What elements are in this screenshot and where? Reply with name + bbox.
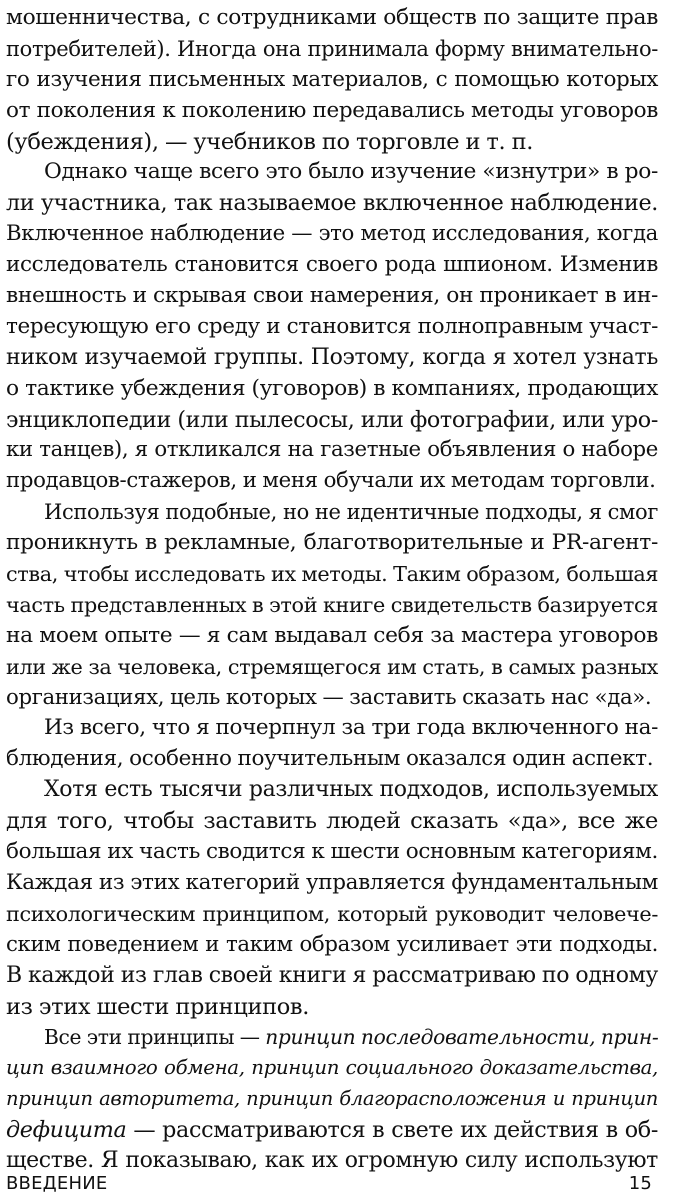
text-line: ником изучаемой группы. Поэтому, когда я хотел узнать	[6, 344, 658, 370]
italic-run: дефицита	[6, 1117, 127, 1144]
text-line: (убеждения), — учебников по торговле и т. п.	[6, 128, 534, 155]
italic-run: принцип последовательности, прин-	[265, 1025, 659, 1050]
text-line	[6, 1053, 658, 1084]
text-run: Все эти принципы —	[44, 1025, 266, 1050]
text-line: на моем опыте — я сам выдавал себя за мастера уговоров	[6, 622, 658, 648]
text-line: для того, чтобы заставить людей сказать «да», все же	[6, 808, 658, 835]
text-line: большая их часть сводится к шести основным категориям.	[6, 839, 658, 865]
text-line: В каждой из глав своей книги я рассматриваю по одному	[6, 962, 658, 988]
text-line: ли участника, так называемое включенное наблюдение.	[6, 190, 658, 217]
page-footer	[6, 1173, 652, 1194]
italic-run: принцип авторитета, принцип благорасположения и принцип	[6, 1087, 658, 1111]
text-line: тересующую его среду и становится полноправным участ-	[6, 313, 658, 339]
text-line: организациях, цель которых — заставить сказать нас «да».	[6, 684, 652, 710]
page-body	[6, 3, 658, 1177]
text-line: Однако чаще всего это было изучение «изнутри» в ро-	[44, 159, 658, 185]
text-line: внешность и скрывая свои намерения, он проникает в ин-	[6, 283, 658, 309]
text-line: Включенное наблюдение — это метод исследования, когда	[6, 221, 658, 247]
text-line	[6, 1115, 658, 1146]
text-line: блюдения, особенно поучительным оказался один аспект.	[6, 746, 654, 772]
text-line: энциклопедии (или пылесосы, или фотографии, или уро-	[6, 406, 658, 433]
text-line: психологическим принципом, который руководит человече-	[6, 901, 658, 926]
text-line: потребителей). Иногда она принимала форму внимательно-	[6, 36, 658, 61]
text-line: от поколения к поколению передавались методы уговоров	[6, 97, 658, 123]
text-line: ки танцев), я откликался на газетные объявления о наборе	[6, 437, 658, 463]
text-line: мошенничества, с сотрудниками обществ по защите прав	[6, 5, 658, 30]
running-section-title: ВВЕДЕНИЕ	[6, 1173, 108, 1194]
text-line: го изучения письменных материалов, с помощью которых	[6, 66, 658, 92]
text-line	[6, 1022, 658, 1053]
page-number: 15	[628, 1173, 652, 1194]
text-line: продавцов-стажеров, и меня обучали их методам торговли.	[6, 468, 656, 494]
text-line: исследователь становится своего рода шпионом. Изменив	[6, 252, 658, 278]
text-line: из этих шести принципов.	[6, 993, 310, 1020]
text-line: Каждая из этих категорий управляется фундаментальным	[6, 869, 658, 895]
text-line	[6, 1084, 658, 1115]
text-line: о тактике убеждения (уговоров) в компаниях, продающих	[6, 375, 658, 401]
text-line: Используя подобные, но не идентичные подходы, я смог	[44, 500, 658, 525]
text-run: — рассматриваются в свете их действия в об-	[126, 1117, 658, 1144]
italic-run: цип взаимного обмена, принцип социального доказательства,	[6, 1056, 658, 1080]
text-line: Хотя есть тысячи различных подходов, используемых	[44, 777, 658, 803]
text-line: ским поведением и таким образом усиливает эти подходы.	[6, 931, 658, 957]
text-line: или же за человека, стремящегося им стать, в самых разных	[6, 654, 658, 679]
text-line: проникнуть в рекламные, благотворительные и PR-агент-	[6, 530, 658, 556]
text-line: часть представленных в этой книге свидетельств базируется	[6, 592, 658, 617]
text-line: ществе. Я показываю, как их огромную силу используют	[6, 1147, 658, 1173]
text-line: Из всего, что я почерпнул за три года включенного на-	[44, 715, 658, 741]
text-line: ства, чтобы исследовать их методы. Таким образом, большая	[6, 562, 659, 587]
